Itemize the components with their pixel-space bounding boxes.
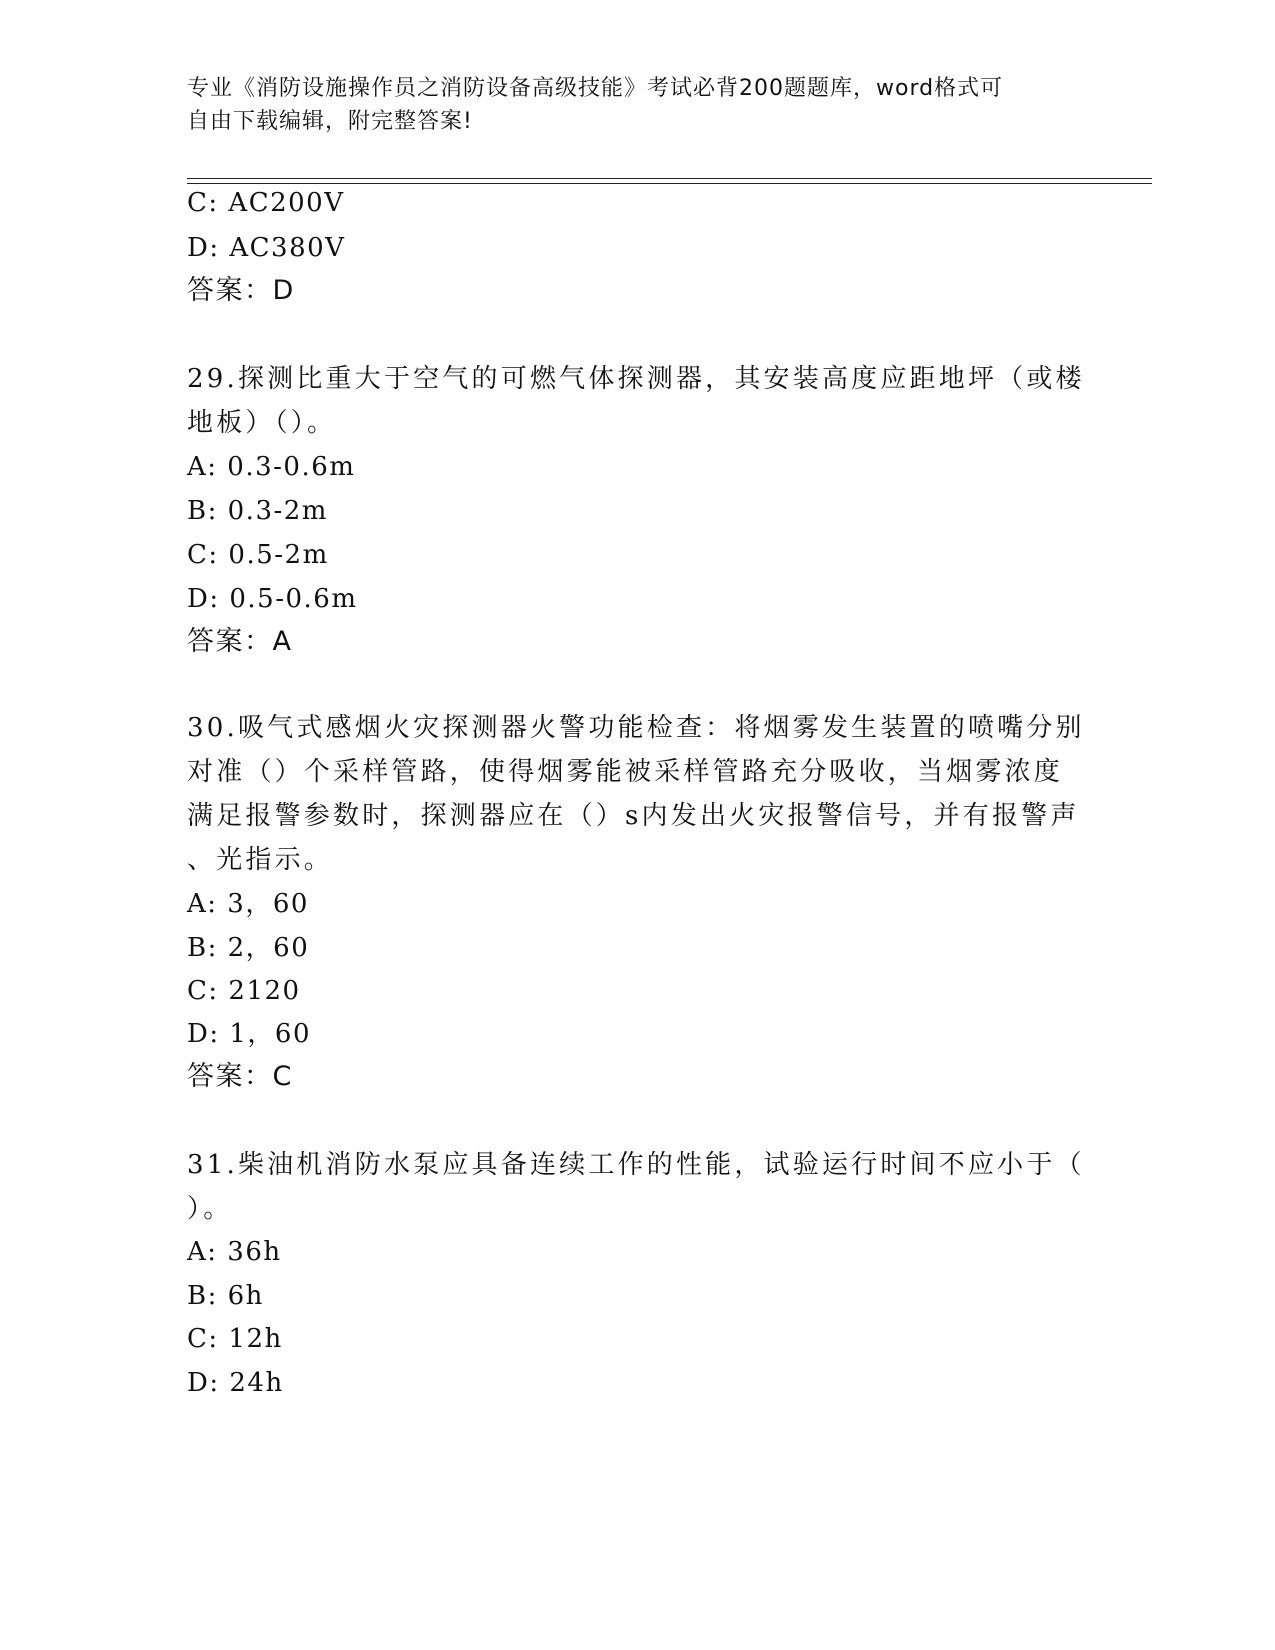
q30-answer: 答案：C (187, 1061, 293, 1092)
q30-text-line-2: 对准（）个采样管路，使得烟雾能被采样管路充分吸收，当烟雾浓度 (187, 757, 1064, 787)
q30-option-c: C: 2120 (187, 976, 301, 1006)
q30-option-a: A: 3，60 (187, 889, 309, 919)
q31-option-c: C: 12h (187, 1324, 283, 1354)
q30-text-line-3: 满足报警参数时，探测器应在（）s内发出火灾报警信号，并有报警声 (187, 801, 1080, 831)
header-divider-top (187, 178, 1152, 179)
q29-text-line-1: 29.探测比重大于空气的可燃气体探测器，其安装高度应距地坪（或楼 (187, 364, 1085, 394)
header-divider-bottom (187, 183, 1152, 184)
q29-option-c: C: 0.5-2m (187, 540, 329, 570)
header-line-2: 自由下载编辑，附完整答案! (187, 109, 473, 134)
q29-answer: 答案：A (187, 626, 293, 657)
document-header (187, 72, 1067, 138)
q31-text-line-2: ）。 (187, 1194, 233, 1224)
q30-text-line-4: 、光指示。 (187, 845, 334, 875)
q31-option-b: B: 6h (187, 1281, 264, 1311)
q30-text-line-1: 30.吸气式感烟火灾探测器火警功能检查：将烟雾发生装置的喷嘴分别 (187, 713, 1085, 743)
q31-text-line-1: 31.柴油机消防水泵应具备连续工作的性能，试验运行时间不应小于（ (187, 1150, 1085, 1180)
q29-option-d: D: 0.5-0.6m (187, 584, 358, 614)
q29-option-b: B: 0.3-2m (187, 496, 328, 526)
q29-option-a: A: 0.3-0.6m (187, 452, 356, 482)
q31-option-a: A: 36h (187, 1237, 282, 1267)
header-line-1: 专业《消防设施操作员之消防设备高级技能》考试必背200题题库，word格式可 (187, 76, 1004, 101)
q28-option-c: C: AC200V (187, 188, 345, 218)
q30-option-d: D: 1，60 (187, 1019, 311, 1049)
q31-option-d: D: 24h (187, 1368, 284, 1398)
q28-answer: 答案：D (187, 275, 295, 306)
q29-text-line-2: 地板）（）。 (187, 408, 337, 438)
q30-option-b: B: 2，60 (187, 933, 310, 963)
q28-option-d: D: AC380V (187, 233, 346, 263)
